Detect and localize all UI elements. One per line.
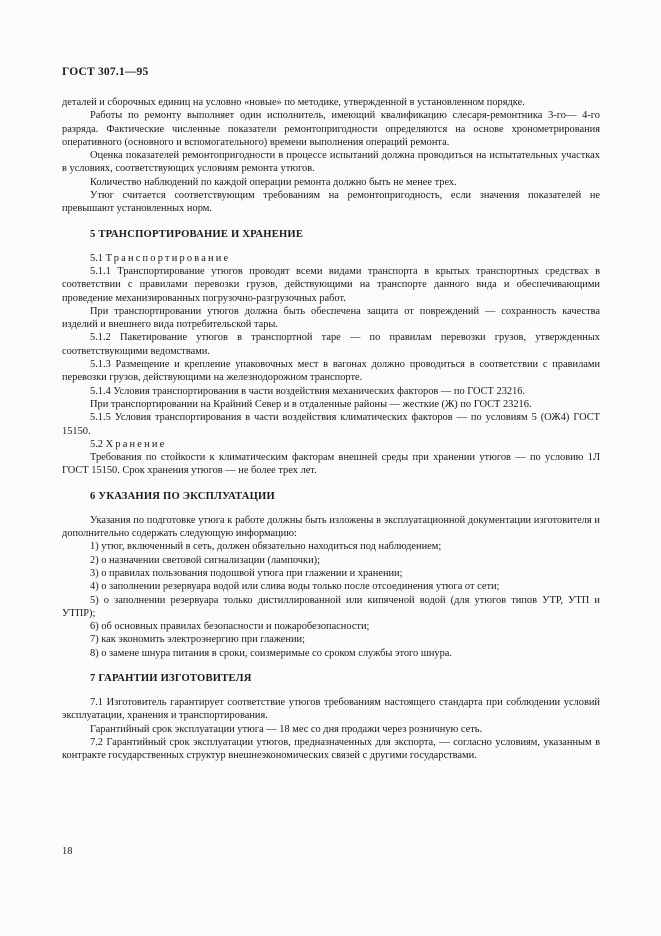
- paragraph: При транспортировании утюгов должна быть обеспечена защита от повреждений — сохранность качества изделий и внешнего вида потребительской тары.: [62, 305, 600, 331]
- paragraph: 7.1 Изготовитель гарантирует соответствие утюгов требованиям настоящего стандарта при соблюдении условий эксплуатации, хранения и транспортирования.: [62, 696, 600, 722]
- subsection-number: 5.1: [90, 252, 103, 264]
- paragraph: Оценка показателей ремонтопригодности в процессе испытаний должна проводиться на испытательных участках в условиях, соответствующих условиям ремонта утюгов.: [62, 150, 600, 175]
- document-page: [62, 66, 600, 762]
- paragraph: 5.1.5 Условия транспортирования в части воздействия климатических факторов — по условиям 5 (ОЖ4) ГОСТ 15150.: [62, 412, 600, 437]
- paragraph: Работы по ремонту выполняет один исполнитель, имеющий квалификацию слесаря-ремонтника 3-го— 4-го разряда. Фактические численные показатели ремонтопригодности определяются на основе хронометрирования оперативного (основного и вспомогательного) времени выполнения операций ремонта.: [62, 110, 600, 148]
- subsection-title: [62, 252, 600, 265]
- paragraph: 7.2 Гарантийный срок эксплуатации утюгов, предназначенных для экспорта, — согласно условиям, указанным в контракте государственных структур внешнеэкономических связей с другими государствами.: [62, 736, 600, 762]
- paragraph: При транспортировании на Крайний Север и в отдаленные районы — жесткие (Ж) по ГОСТ 23216.: [90, 398, 532, 410]
- paragraph: 4) о заполнении резервуара водой или слива воды только после отсоединения утюга от сети;: [90, 581, 500, 593]
- paragraph: 5.1.3 Размещение и крепление упаковочных мест в вагонах должно проводиться в соответствии с правилами перевозки грузов, действующими на железнодорожном транспорте.: [62, 359, 600, 384]
- document-body: [62, 96, 600, 762]
- paragraph: деталей и сборочных единиц на условно «новые» по методике, утвержденной в установленном порядке.: [62, 97, 525, 108]
- paragraph: Указания по подготовке утюга к работе должны быть изложены в эксплуатационной документации изготовителя и дополнительно содержать следующую информацию:: [62, 514, 600, 540]
- subsection-number: 5.2: [90, 438, 103, 450]
- paragraph: Количество наблюдений по каждой операции ремонта должно быть не менее трех.: [90, 176, 457, 188]
- paragraph: Требования по стойкости к климатическим факторам внешней среды при хранении утюгов — по условию 1Л ГОСТ 15150. Срок хранения утюгов — не более трех лет.: [62, 452, 600, 477]
- paragraph: 5.1.2 Пакетирование утюгов в транспортной таре — по правилам перевозки грузов, утвержденных соответствующими ведомствами.: [62, 332, 600, 357]
- paragraph: 2) о назначении световой сигнализации (лампочки);: [90, 554, 320, 566]
- paragraph: 5.1.1 Транспортирование утюгов проводят всеми видами транспорта в крытых транспортных средствах в соответствии с правилами перевозки грузов, действующими на транспорте данного вида и обеспечивающими проведение механизированных погрузочно-разгрузочных работ.: [62, 265, 600, 304]
- section-heading: 5 ТРАНСПОРТИРОВАНИЕ И ХРАНЕНИЕ: [90, 228, 304, 240]
- page-number: 18: [62, 846, 73, 857]
- subsection-name: Транспортирование: [105, 252, 231, 264]
- paragraph: 3) о правилах пользования подошвой утюга при глажении и хранении;: [90, 567, 403, 579]
- paragraph: 7) как экономить электроэнергию при глажении;: [90, 634, 305, 646]
- section-heading: 6 УКАЗАНИЯ ПО ЭКСПЛУАТАЦИИ: [90, 490, 275, 502]
- paragraph: 1) утюг, включенный в сеть, должен обязательно находиться под наблюдением;: [90, 541, 442, 553]
- paragraph: 5.1.4 Условия транспортирования в части воздействия механических факторов — по ГОСТ 23216.: [90, 385, 526, 397]
- subsection-name: Хранение: [105, 438, 167, 450]
- paragraph: 8) о замене шнура питания в сроки, соизмеримые со сроком службы этого шнура.: [90, 647, 453, 659]
- section-heading: 7 ГАРАНТИИ ИЗГОТОВИТЕЛЯ: [90, 672, 252, 684]
- standard-header: ГОСТ 307.1—95: [62, 66, 149, 78]
- paragraph: Утюг считается соответствующим требованиям на ремонтопригодность, если значения показателей не превышают установленных норм.: [62, 190, 600, 215]
- subsection-title: [62, 438, 600, 451]
- paragraph: 5) о заполнении резервуара только дистиллированной или кипяченой водой (для утюгов типов УТР, УТП и УТПР);: [62, 594, 600, 619]
- paragraph: 6) об основных правилах безопасности и пожаробезопасности;: [90, 621, 370, 633]
- paragraph: Гарантийный срок эксплуатации утюга — 18 мес со дня продажи через розничную сеть.: [90, 723, 483, 735]
